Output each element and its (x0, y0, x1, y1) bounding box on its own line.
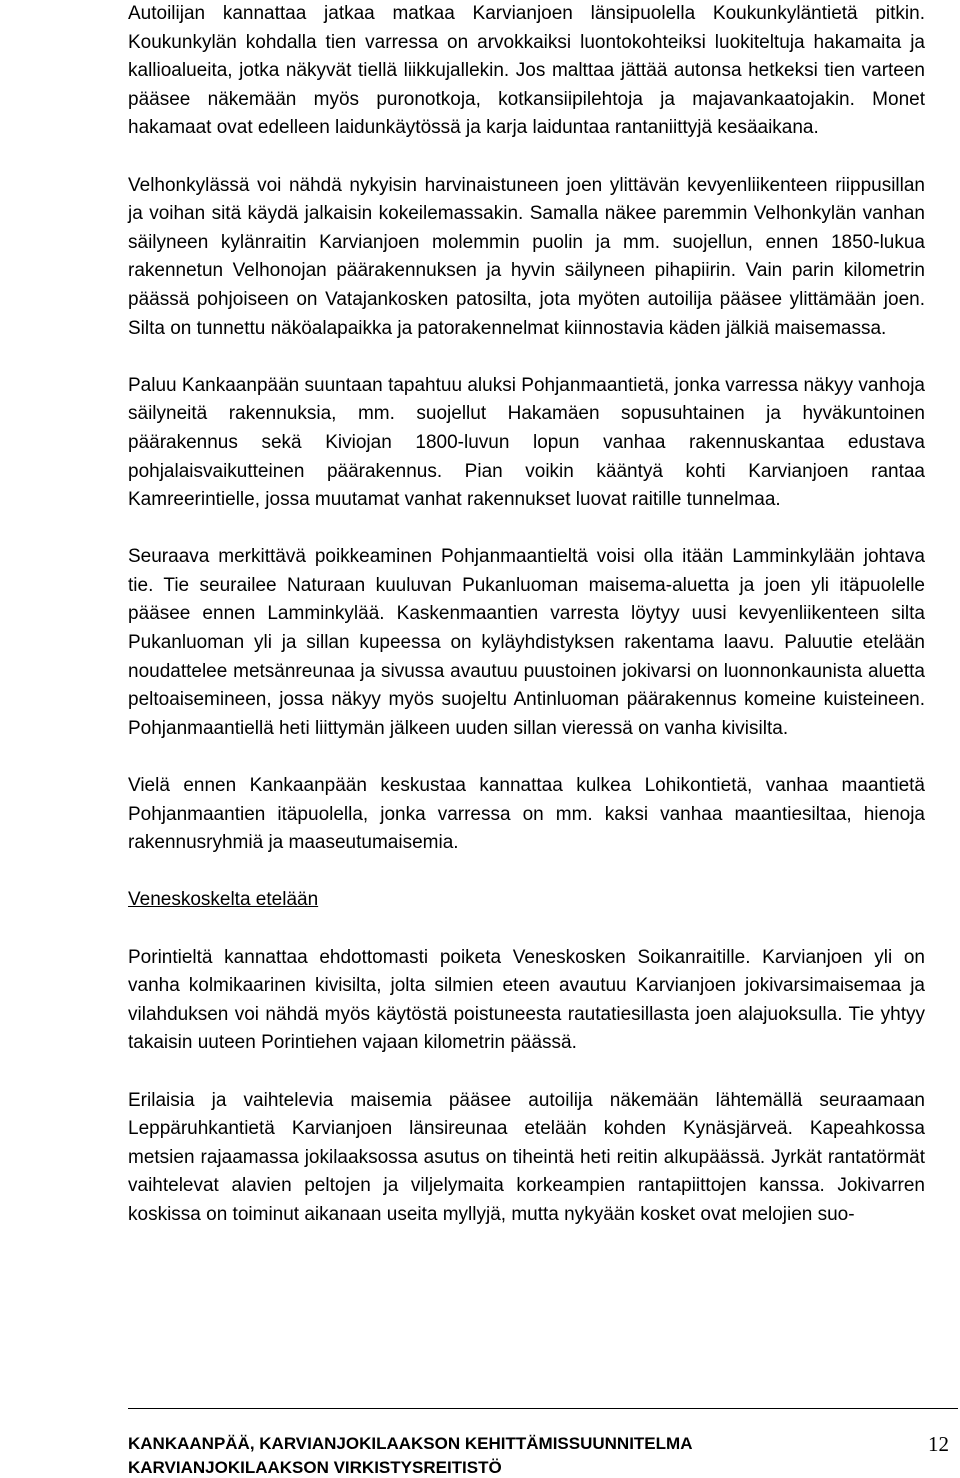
paragraph: Vielä ennen Kankaanpään keskustaa kannattaa kulkea Lohikontietä, vanhaa maantietä Pohjanmaantien itäpuolella, jonka varressa on mm. kaksi vanhaa maantiesiltaa, hienoja rakennusryhmiä ja maaseutumaisemia. (128, 775, 925, 854)
page-number: 12 (928, 1432, 949, 1456)
paragraph: Autoilijan kannattaa jatkaa matkaa Karvianjoen länsipuolella Koukunkyläntietä pitkin. Koukunkylän kohdalla tien varressa on arvokkaiksi luontokohteiksi luokiteltuja hakamaita ja kallioalueita, jotka näkyvät tiellä liikkujallekin. Jos malttaa jättää autonsa hetkeksi tien varteen pääsee näkemään myös puronotkoja, kotkansiipilehtoja ja majavankaatojakin. Monet hakamaat ovat edelleen laidunkäytössä ja karja laiduntaa rantaniittyjä kesäaikana. (128, 3, 925, 139)
footer-subtitle: KARVIANJOKILAAKSON VIRKISTYSREITISTÖ (128, 1458, 502, 1477)
paragraph: Paluu Kankaanpään suuntaan tapahtuu aluksi Pohjanmaantietä, jonka varressa näkyy vanhoja säilyneitä rakennuksia, mm. suojellut Hakamäen sopusuhtainen ja hyväkuntoinen päärakennus sekä Kiviojan 1800-luvun lopun vanhaa rakennuskantaa edustava pohjalaisvaikutteinen päärakennus. Pian voikin kääntyä kohti Karvianjoen rantaa Kamreerintielle, jossa muutamat vanhat rakennukset luovat raitille tunnelmaa. (128, 374, 925, 511)
section-heading: Veneskoskelta etelään (128, 889, 319, 911)
paragraph: Velhonkylässä voi nähdä nykyisin harvinaistuneen joen ylittävän kevyenliikenteen riippusillan ja voihan sitä käydä jalkaisin kokeilemassakin. Samalla näkee paremmin Velhonkylän vanhan säilyneen kylänraitin Karvianjoen molemmin puolin ja mm. suojellun, ennen 1850-lukua rakennetun Velhonojan päärakennuksen ja hyvin säilyneen pihapiirin. Vain parin kilometrin päässä pohjoiseen on Vatajankosken patosilta, jota myöten autoilija pääsee ylittämään joen. Silta on tunnettu näköalapaikka ja patorakennelmat kiinnostavia käden jälkiä maisemassa. (128, 174, 925, 339)
paragraph: Porintieltä kannattaa ehdottomasti poiketa Veneskosken Soikanraitille. Karvianjoen yli on vanha kolmikaarinen kivisilta, jolta silmien eteen avautuu Karvianjoen jokivarsimaisemaa ja vilahduksen voi nähdä myös käytöstä poistuneesta rautatiesillasta joen alajuoksulla. Tie yhtyy takaisin uuteen Porintiehen vajaan kilometrin päässä. (128, 946, 925, 1054)
footer-divider (128, 1408, 958, 1409)
paragraph: Erilaisia ja vaihtelevia maisemia pääsee autoilija näkemään lähtemällä seuraamaan Leppäruhkantietä Karvianjoen länsireunaa etelään kohden Kynäsjärveä. Kapeahkossa metsien rajaamassa jokilaaksossa asutus on tiheintä heti reitin alkupäässä. Jyrkät rantatörmät vaihtelevat alavien peltojen ja viljelymaita korkeampien rantapiittojen kanssa. Jokivarren koskissa on toiminut aikanaan useita myllyjä, mutta nykyään kosket ovat melojien suo- (128, 1089, 925, 1225)
document-body (128, 0, 925, 1230)
paragraph: Seuraava merkittävä poikkeaminen Pohjanmaantieltä voisi olla itään Lamminkylään johtava tie. Tie seurailee Naturaan kuuluvan Pukanluoman maisema-aluetta ja joen yli itäpuolelle pääsee ennen Lamminkylää. Kaskenmaantien varresta löytyy uusi kevyenliikenteen silta Pukanluoman yli ja sillan kupeessa on kyläyhdistyksen rakentama laavu. Paluutie etelään noudattelee metsänreunaa ja sivussa avautuu puustoinen jokivarsi on luonnonkaunista aluetta peltoaisemineen, jossa näkyy myös suojeltu Antinluoman päärakennus komeine kuisteineen. Pohjanmaantiellä heti liittymän jälkeen uuden sillan vieressä on vanha kivisilta. (128, 546, 925, 739)
footer-title: KANKAANPÄÄ, KARVIANJOKILAAKSON KEHITTÄMISSUUNNITELMA (128, 1434, 693, 1453)
